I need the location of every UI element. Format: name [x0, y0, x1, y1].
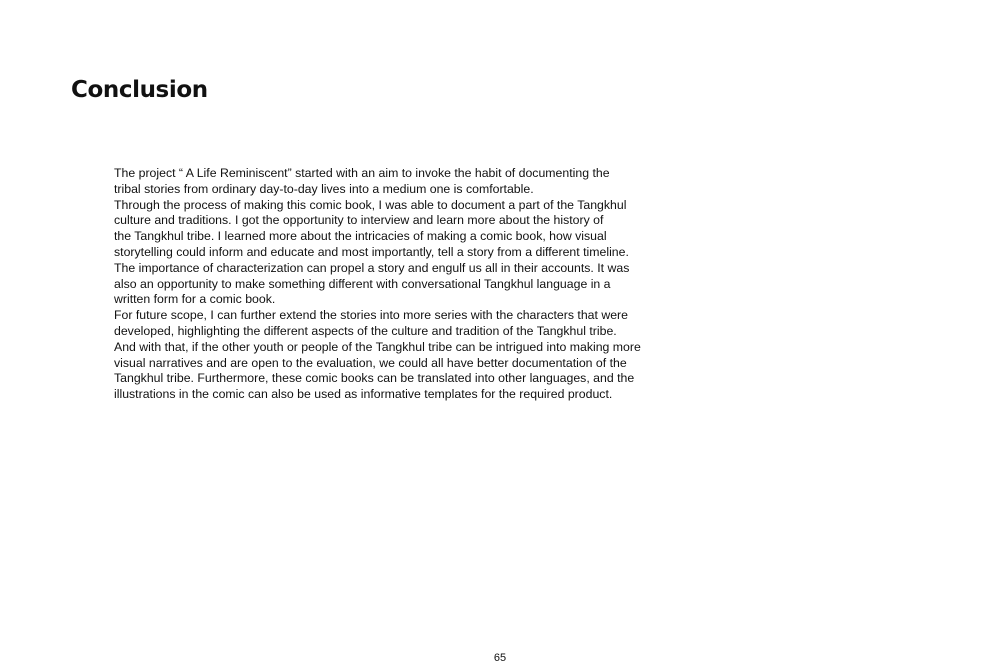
text-line: culture and traditions. I got the opportunity to interview and learn more about the history of	[114, 213, 604, 228]
text-line: also an opportunity to make something different with conversational Tangkhul language in a	[114, 276, 611, 291]
text-line: The importance of characterization can propel a story and engulf us all in their accounts. It was	[114, 260, 630, 275]
text-line: Through the process of making this comic book, I was able to document a part of the Tangkhul	[114, 197, 627, 212]
text-line: written form for a comic book.	[114, 292, 276, 307]
conclusion-paragraph	[114, 166, 714, 403]
text-line: And with that, if the other youth or people of the Tangkhul tribe can be intrigued into making more	[114, 339, 641, 354]
text-line: developed, highlighting the different aspects of the culture and tradition of the Tangkhul tribe.	[114, 323, 617, 338]
text-line: storytelling could inform and educate and most importantly, tell a story from a different timeline.	[114, 244, 629, 259]
text-line: illustrations in the comic can also be used as informative templates for the required product.	[114, 387, 613, 402]
text-line: the Tangkhul tribe. I learned more about the intricacies of making a comic book, how visual	[114, 229, 607, 244]
page-title: Conclusion	[71, 77, 208, 103]
text-line: The project “ A Life Reminiscent” started with an aim to invoke the habit of documenting the	[114, 166, 610, 180]
page-number: 65	[493, 652, 507, 664]
text-line: Tangkhul tribe. Furthermore, these comic books can be translated into other languages, and the	[114, 371, 635, 386]
text-line: tribal stories from ordinary day-to-day lives into a medium one is comfortable.	[114, 181, 534, 196]
text-line: visual narratives and are open to the evaluation, we could all have better documentation of the	[114, 355, 627, 370]
text-line: For future scope, I can further extend the stories into more series with the characters that were	[114, 308, 628, 323]
